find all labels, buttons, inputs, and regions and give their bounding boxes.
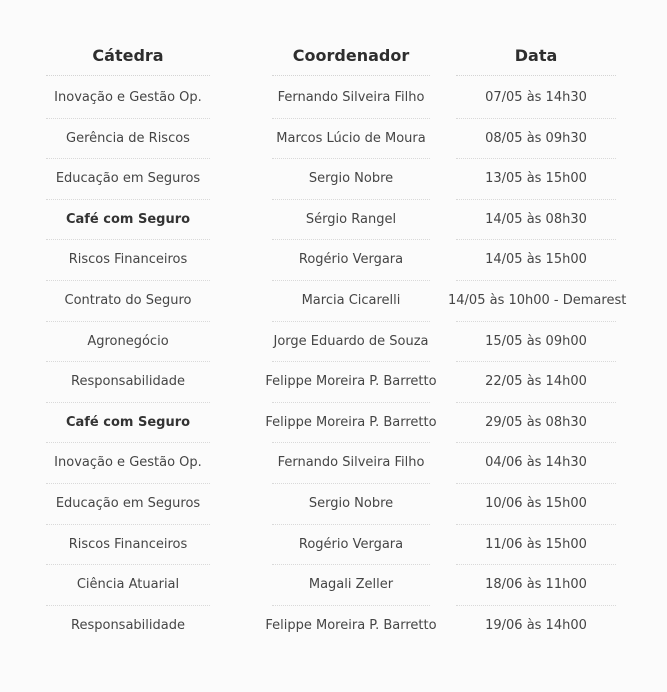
cell-coordenador: Fernando Silveira Filho: [277, 90, 425, 105]
table-row: [0, 159, 667, 200]
cell-data: 08/05 às 09h30: [485, 130, 587, 146]
table-row: [0, 78, 667, 119]
divider: [456, 75, 616, 76]
cell-catedra: Educação em Seguros: [55, 171, 201, 187]
cell-catedra: Café com Seguro: [65, 211, 191, 227]
divider: [46, 75, 210, 76]
cell-data: 29/05 às 08h30: [485, 414, 587, 430]
cell-catedra: Educação em Seguros: [55, 496, 201, 511]
table-row: [0, 525, 667, 566]
cell-coordenador: Sergio Nobre: [308, 496, 394, 511]
cell-data: 19/06 às 14h00: [485, 617, 587, 633]
cell-catedra: Café com Seguro: [65, 414, 191, 430]
cell-coordenador: Fernando Silveira Filho: [277, 455, 425, 471]
cell-coordenador: Felippe Moreira P. Barretto: [265, 617, 437, 633]
table-row: [0, 362, 667, 403]
cell-coordenador: Felippe Moreira P. Barretto: [265, 374, 437, 390]
table-row: [0, 565, 667, 606]
divider: [272, 75, 430, 76]
cell-catedra: Responsabilidade: [71, 374, 185, 390]
cell-catedra: Riscos Financeiros: [68, 536, 188, 552]
table-row: [0, 606, 667, 647]
cell-catedra: Inovação e Gestão Op.: [54, 455, 202, 471]
cell-catedra: Contrato do Seguro: [64, 293, 192, 308]
table-row: [0, 443, 667, 484]
cell-coordenador: Felippe Moreira P. Barretto: [265, 414, 437, 430]
table-row: [0, 200, 667, 241]
cell-data: 22/05 às 14h00: [485, 374, 587, 390]
cell-coordenador: Sergio Nobre: [308, 171, 394, 187]
table-row: [0, 281, 667, 322]
header-coordenador: Coordenador: [292, 46, 410, 65]
cell-data: 14/05 às 08h30: [485, 211, 587, 227]
cell-coordenador: Rogério Vergara: [298, 536, 404, 552]
table-row: [0, 484, 667, 525]
table-row: [0, 240, 667, 281]
cell-data: 13/05 às 15h00: [485, 171, 587, 187]
cell-catedra: Agronegócio: [87, 333, 169, 349]
cell-data: 07/05 às 14h30: [485, 90, 587, 105]
cell-catedra: Riscos Financeiros: [68, 252, 188, 268]
cell-catedra: Responsabilidade: [71, 617, 185, 633]
table-row: [0, 403, 667, 444]
table-row: [0, 322, 667, 363]
cell-data: 04/06 às 14h30: [485, 455, 587, 471]
cell-catedra: Inovação e Gestão Op.: [54, 90, 202, 105]
cell-coordenador: Jorge Eduardo de Souza: [273, 333, 429, 349]
cell-data: 15/05 às 09h00: [485, 333, 587, 349]
header-data: Data: [514, 46, 558, 65]
cell-data: 11/06 às 15h00: [485, 536, 587, 552]
table-row: [0, 119, 667, 160]
cell-data: 14/05 às 15h00: [485, 252, 587, 268]
cell-catedra: Gerência de Riscos: [66, 130, 190, 146]
cell-data: 18/06 às 11h00: [485, 577, 587, 593]
table-header: [0, 36, 667, 76]
cell-data: 10/06 às 15h00: [485, 496, 587, 511]
cell-coordenador: Marcos Lúcio de Moura: [276, 130, 426, 146]
cell-coordenador: Rogério Vergara: [298, 252, 404, 268]
cell-coordenador: Sérgio Rangel: [305, 211, 397, 227]
cell-coordenador: Magali Zeller: [308, 577, 394, 593]
cell-coordenador: Marcia Cicarelli: [301, 293, 401, 308]
cell-catedra: Ciência Atuarial: [76, 577, 180, 593]
cell-data: 14/05 às 10h00 - Demarest: [448, 293, 627, 308]
header-catedra: Cátedra: [92, 46, 164, 65]
